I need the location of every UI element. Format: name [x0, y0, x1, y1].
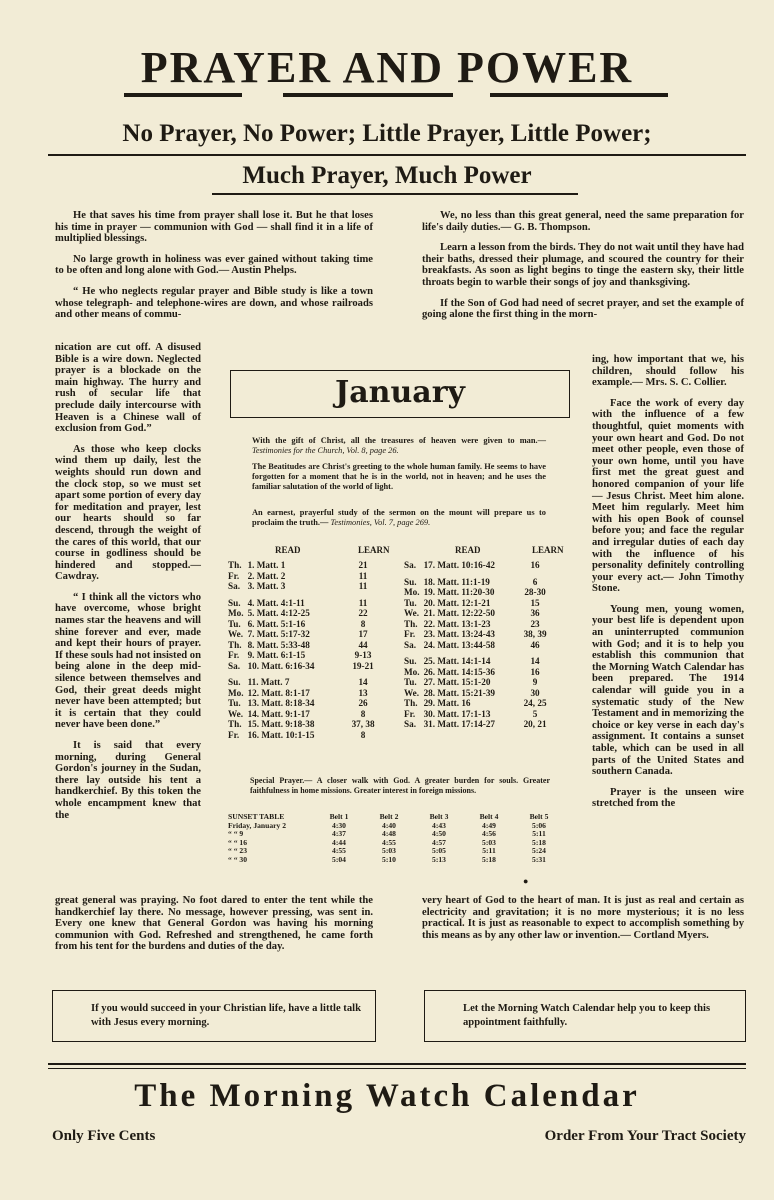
learn-cell: 9: [532, 677, 538, 687]
learn-cell: 14: [358, 677, 368, 687]
weekday-cell: Th.: [228, 639, 242, 650]
weekday-cell: Sa.: [404, 639, 417, 650]
learn-cell: 19-21: [352, 660, 374, 671]
weekday-cell: Sa.: [404, 560, 417, 570]
sunset-cell: Friday, January 2: [228, 820, 287, 830]
reading-row: [402, 688, 549, 699]
sunset-cell: 4:37: [332, 829, 346, 839]
sunset-cell: “ “ 9: [228, 829, 244, 839]
sunset-cell: 5:04: [332, 854, 346, 864]
learn-cell: 11: [358, 597, 368, 608]
learn-cell: 23: [530, 618, 540, 629]
paragraph: As those who keep clocks wind them up daily, lest the weights should run down and the clock stop, so we must set apart some portion of every day for meditation and prayer, lest our hearts should so far descend, through the weight of the cares of this world, that our course in godliness should be hindered and stopped.— Cawdray.: [55, 443, 201, 583]
weekday-cell: Th.: [228, 560, 242, 570]
weekday-cell: Th.: [404, 618, 418, 629]
sunset-cell: 4:55: [382, 837, 396, 847]
reading-table-left: [226, 560, 377, 740]
paragraph: Face the work of every day with the influence of a few thoughtful, quiet moments with your own heart and God. Do not meet other people, even those of your own home, until you have first met the great guest and honored companion of your life — Jesus Christ. Meet him alone. Meet him regularly. Meet him with his open Book of counsel before you; and face the regular and irregular duties of each day with the influence of his personality definitely controlling your every act.— John Timothy Stone.: [592, 397, 744, 595]
reading-row: [402, 698, 549, 709]
sunset-header-cell: Belt 1: [329, 812, 349, 821]
learn-cell: 44: [358, 639, 368, 650]
reading-row: [402, 560, 549, 571]
learn-cell: 16: [530, 666, 540, 677]
reading-row: [402, 667, 549, 678]
reading-cell: 5. Matt. 4:12-25: [247, 608, 310, 618]
calendar-quote-3: [252, 508, 546, 528]
paragraph: ing, how important that we, his children, should follow his example.— Mrs. S. C. Collier.: [592, 354, 744, 389]
learn-cell: 8: [360, 618, 366, 629]
reading-row: [226, 571, 377, 582]
reading-cell: 6. Matt. 5:1-16: [247, 618, 306, 629]
reading-cell: 25. Matt. 14:1-14: [423, 656, 491, 666]
subtitle-line-2: Much Prayer, Much Power: [242, 162, 532, 189]
reading-row: [226, 698, 377, 709]
learn-cell: 37, 38: [351, 719, 375, 729]
paragraph: nication are cut off. A disused Bible is a wire down. Neglected prayer is a blockade on the main highway. The hurry and rush of secular life that preclude daily intercourse with Heaven is a Chinese wall of exclusion from God.”: [55, 342, 201, 435]
page-title: PRAYER AND POWER: [140, 43, 634, 92]
learn-cell: 36: [530, 608, 540, 618]
reading-row: [226, 709, 377, 720]
reading-row: [226, 581, 377, 592]
reading-cell: 4. Matt. 4:1-11: [247, 597, 305, 608]
reading-cell: 30. Matt. 17:1-13: [423, 708, 491, 719]
learn-cell: 16: [530, 560, 540, 570]
right-column-narrow: [592, 354, 744, 810]
reading-row: [226, 629, 377, 640]
reading-cell: 12. Matt. 8:1-17: [247, 687, 310, 698]
reading-row: [402, 719, 549, 730]
calendar-quote-2: The Beatitudes are Christ's greeting to the whole human family. He seems to have forgotten for a moment that he is in the world, not in heaven; and he uses the familiar salutation of the world of light.: [252, 462, 546, 491]
paragraph: Learn a lesson from the birds. They do not wait until they have had their baths, dressed their plumage, and scoured the country for their breakfasts. As soon as light begins to tinge the eastern sky, their little throats begin to warble their songs of joy and thanksgiving.: [422, 242, 744, 288]
learn-cell: 15: [530, 597, 540, 608]
paragraph: He that saves his time from prayer shall lose it. But he that loses his time in prayer — communion with God — shall find it in a life of multiplied blessings.: [55, 210, 373, 245]
reading-row: [226, 677, 377, 688]
learn-cell: 11: [358, 581, 368, 591]
paragraph: Prayer is the unseen wire stretched from the: [592, 786, 744, 810]
sunset-cell: 5:18: [532, 837, 546, 847]
left-callout-box: [52, 990, 376, 1042]
sunset-cell: 4:30: [332, 820, 346, 830]
quote-source: Testimonies, Vol. 7, page 269.: [330, 518, 431, 527]
weekday-cell: Mo.: [228, 687, 244, 698]
title-underline-2: [283, 93, 453, 97]
title-underline-3: [490, 93, 668, 97]
learn-cell: 46: [530, 639, 540, 650]
sunset-cell: 5:24: [532, 846, 546, 856]
weekday-cell: We.: [228, 629, 244, 639]
left-column-top: [55, 210, 373, 321]
weekday-cell: We.: [228, 708, 244, 719]
left-column-narrow: [55, 342, 201, 821]
reading-cell: 7. Matt. 5:17-32: [247, 629, 310, 639]
footer-title: The Morning Watch Calendar: [134, 1078, 640, 1114]
weekday-cell: Tu.: [404, 597, 417, 608]
footer-rule-top: [48, 1063, 746, 1065]
sunset-cell: 5:11: [482, 846, 496, 856]
learn-header-right: LEARN: [532, 545, 564, 555]
reading-cell: 28. Matt. 15:21-39: [423, 687, 496, 698]
reading-row: [402, 577, 549, 588]
reading-cell: 14. Matt. 9:1-17: [247, 708, 310, 719]
weekday-cell: Su.: [404, 656, 417, 666]
sunset-cell: 4:43: [432, 820, 446, 830]
learn-cell: 8: [360, 708, 366, 719]
sunset-header-cell: SUNSET TABLE: [228, 812, 285, 821]
weekday-cell: Mo.: [404, 587, 420, 597]
learn-header-left: LEARN: [358, 545, 390, 555]
reading-cell: 3. Matt. 3: [247, 581, 286, 591]
weekday-cell: Su.: [228, 677, 241, 687]
reading-row: [226, 598, 377, 609]
reading-cell: 2. Matt. 2: [247, 570, 286, 581]
reading-row: [402, 598, 549, 609]
learn-cell: 11: [358, 570, 368, 581]
sunset-cell: 5:05: [432, 846, 446, 856]
read-header-left: READ: [275, 545, 301, 555]
reading-row: [226, 608, 377, 619]
quote-text: With the gift of Christ, all the treasures of heaven were given to man.—: [252, 436, 546, 445]
reading-row: [226, 661, 377, 672]
weekday-cell: Mo.: [404, 666, 420, 677]
sunset-row: [226, 856, 564, 865]
sunset-cell: 5:13: [432, 854, 446, 864]
learn-cell: 17: [358, 629, 368, 639]
reading-cell: 27. Matt. 15:1-20: [423, 677, 491, 687]
reading-cell: 15. Matt. 9:18-38: [247, 719, 315, 729]
learn-cell: 21: [358, 560, 368, 570]
reading-cell: 9. Matt. 6:1-15: [247, 650, 306, 660]
calendar-month-box: [230, 370, 570, 418]
sunset-cell: 5:11: [532, 829, 546, 839]
weekday-cell: Tu.: [404, 677, 417, 687]
subtitle-rule-top: [48, 154, 746, 156]
learn-cell: 20, 21: [523, 719, 547, 729]
weekday-cell: Mo.: [228, 608, 244, 618]
learn-cell: 6: [532, 576, 538, 587]
weekday-cell: Sa.: [228, 660, 241, 671]
sunset-cell: 5:31: [532, 854, 546, 864]
learn-cell: 13: [358, 687, 368, 698]
title-underline-1: [124, 93, 242, 97]
weekday-cell: Fr.: [228, 570, 240, 581]
reading-row: [402, 656, 549, 667]
calendar-quote-1: [252, 436, 546, 456]
weekday-cell: Tu.: [228, 698, 241, 708]
paragraph: “ I think all the victors who have overcome, whose bright names star the heavens and will shine forever and ever, made and kept their hours of prayer. If these souls had not insisted on being alone in the deep mid-silence between themselves and God, their great deeds might never have been attempted; but it is certain that they could never have been done.”: [55, 591, 201, 731]
right-callout-box: [424, 990, 746, 1042]
reading-table-right: [402, 560, 549, 730]
learn-cell: 8: [360, 729, 366, 740]
learn-cell: 30: [530, 687, 540, 698]
sunset-cell: 4:56: [482, 829, 496, 839]
sunset-cell: “ “ 23: [228, 846, 247, 856]
reading-cell: 23. Matt. 13:24-43: [423, 629, 496, 639]
left-callout-text: If you would succeed in your Christian life, have a little talk with Jesus every morning.: [91, 1003, 361, 1028]
reading-row: [402, 677, 549, 688]
sunset-cell: 4:55: [332, 846, 346, 856]
sunset-cell: 4:48: [382, 829, 396, 839]
learn-cell: 22: [358, 608, 368, 618]
reading-cell: 1. Matt. 1: [247, 560, 286, 570]
reading-cell: 20. Matt. 12:1-21: [423, 597, 491, 608]
quote-text: An earnest, prayerful study of the sermon on the mount will prepare us to proclaim the truth.—: [252, 508, 546, 527]
learn-cell: 26: [358, 698, 368, 708]
sunset-cell: 4:40: [382, 820, 396, 830]
paragraph: great general was praying. No foot dared to enter the tent while the handkerchief lay there. No message, however pressing, was sent in. Every one knew that General Gordon was having his morning communion with God. Refreshed and strengthened, he came forth from his tent for the burdens and duties of the day.: [55, 895, 373, 953]
sunset-cell: 4:49: [482, 820, 496, 830]
sunset-header-cell: Belt 2: [379, 812, 399, 821]
learn-cell: 5: [532, 708, 538, 719]
reading-cell: 31. Matt. 17:14-27: [423, 719, 496, 729]
quote-source: Testimonies for the Church, Vol. 8, page 26.: [252, 446, 399, 455]
special-prayer: Special Prayer.— A closer walk with God. A greater burden for souls. Greater faithfulness in home missions. Greater interest in foreign missions.: [250, 776, 550, 795]
reading-cell: 10. Matt. 6:16-34: [247, 660, 315, 671]
right-column-top: [422, 210, 744, 321]
sunset-cell: 5:18: [482, 854, 496, 864]
footer-price: Only Five Cents: [52, 1128, 156, 1144]
weekday-cell: Su.: [404, 576, 417, 587]
paragraph: No large growth in holiness was ever gained without taking time to be often and long alone with God.— Austin Phelps.: [55, 253, 373, 277]
learn-cell: 24, 25: [523, 698, 547, 708]
reading-cell: 19. Matt. 11:20-30: [423, 587, 495, 597]
sunset-cell: 5:03: [382, 846, 396, 856]
calendar-month-title: January: [335, 375, 465, 410]
right-column-bottom: [422, 895, 744, 941]
reading-row: [226, 719, 377, 730]
weekday-cell: Fr.: [404, 708, 416, 719]
weekday-cell: Fr.: [404, 629, 416, 639]
reading-cell: 13. Matt. 8:18-34: [247, 698, 315, 708]
bullet-mark: ●: [523, 876, 529, 886]
subtitle-underline: [212, 193, 578, 195]
weekday-cell: Su.: [228, 597, 241, 608]
reading-cell: 11. Matt. 7: [247, 677, 290, 687]
reading-row: [226, 640, 377, 651]
reading-cell: 16. Matt. 10:1-15: [247, 729, 315, 740]
learn-cell: 9-13: [354, 650, 372, 660]
reading-row: [402, 619, 549, 630]
paragraph: very heart of God to the heart of man. It is just as real and certain as electricity and gravitation; it is no more mysterious; it is no less practical. It is just as reasonable to expect to accomplish something by this means as by any other law or invention.— Cortland Myers.: [422, 895, 744, 941]
reading-row: [226, 650, 377, 661]
paragraph: If the Son of God had need of secret prayer, and set the example of going alone the first thing in the morn-: [422, 297, 744, 321]
weekday-cell: Fr.: [228, 729, 240, 740]
weekday-cell: Th.: [404, 698, 418, 708]
reading-cell: 29. Matt. 16: [423, 698, 471, 708]
sunset-cell: 5:10: [382, 854, 396, 864]
reading-row: [402, 629, 549, 640]
sunset-cell: 4:44: [332, 837, 346, 847]
paragraph: We, no less than this great general, need the same preparation for life's daily duties.— G. B. Thompson.: [422, 210, 744, 233]
sunset-cell: 5:06: [532, 820, 546, 830]
paragraph: “ He who neglects regular prayer and Bible study is like a town whose telegraph- and telephone-wires are down, and whose railroads and other means of commu-: [55, 285, 373, 321]
reading-row: [226, 730, 377, 741]
sunset-cell: 4:57: [432, 837, 446, 847]
subtitle-line-1: No Prayer, No Power; Little Prayer, Little Power;: [122, 120, 652, 147]
reading-row: [226, 619, 377, 630]
weekday-cell: We.: [404, 687, 420, 698]
sunset-cell: “ “ 30: [228, 854, 247, 864]
reading-cell: 8. Matt. 5:33-48: [247, 639, 310, 650]
weekday-cell: Sa.: [228, 581, 241, 591]
sunset-cell: 5:03: [482, 837, 496, 847]
left-column-bottom: [55, 895, 373, 953]
sunset-header-cell: Belt 5: [529, 812, 549, 821]
learn-cell: 38, 39: [523, 629, 547, 639]
learn-cell: 28-30: [524, 587, 546, 597]
reading-row: [402, 640, 549, 651]
reading-row: [402, 709, 549, 720]
sunset-cell: 4:50: [432, 829, 446, 839]
weekday-cell: Th.: [228, 719, 242, 729]
reading-row: [402, 587, 549, 598]
learn-cell: 14: [530, 656, 540, 666]
weekday-cell: We.: [404, 608, 420, 618]
sunset-cell: “ “ 16: [228, 837, 247, 847]
sunset-table: [226, 813, 564, 865]
sunset-header-cell: Belt 3: [429, 812, 449, 821]
paragraph: It is said that every morning, during General Gordon's journey in the Sudan, there lay outside his tent a handkerchief. By this token the whole encampment knew that the: [55, 740, 201, 821]
sunset-header-cell: Belt 4: [479, 812, 499, 821]
right-callout-text: Let the Morning Watch Calendar help you to keep this appointment faithfully.: [463, 1003, 711, 1028]
reading-row: [226, 688, 377, 699]
reading-cell: 24. Matt. 13:44-58: [423, 639, 496, 650]
weekday-cell: Sa.: [404, 719, 417, 729]
footer-order: Order From Your Tract Society: [544, 1128, 746, 1144]
weekday-cell: Tu.: [228, 618, 241, 629]
reading-row: [226, 560, 377, 571]
reading-cell: 21. Matt. 12:22-50: [423, 608, 496, 618]
paragraph: Young men, young women, your best life is dependent upon an uninterrupted communion with God; and it is to help you establish this communion that the Morning Watch Calendar has been prepared. The 1914 calendar will guide you in a systematic study of the New Testament and in memorizing the choice or key verse in each day's assignment. It contains a sunset table, which can be used in all parts of the United States and southern Canada.: [592, 603, 744, 778]
reading-cell: 22. Matt. 13:1-23: [423, 618, 491, 629]
reading-row: [402, 608, 549, 619]
reading-cell: 18. Matt. 11:1-19: [423, 576, 490, 587]
read-header-right: READ: [455, 545, 481, 555]
footer-rule-thin: [48, 1068, 746, 1069]
reading-cell: 17. Matt. 10:16-42: [423, 560, 496, 570]
weekday-cell: Fr.: [228, 650, 240, 660]
reading-cell: 26. Matt. 14:15-36: [423, 666, 496, 677]
